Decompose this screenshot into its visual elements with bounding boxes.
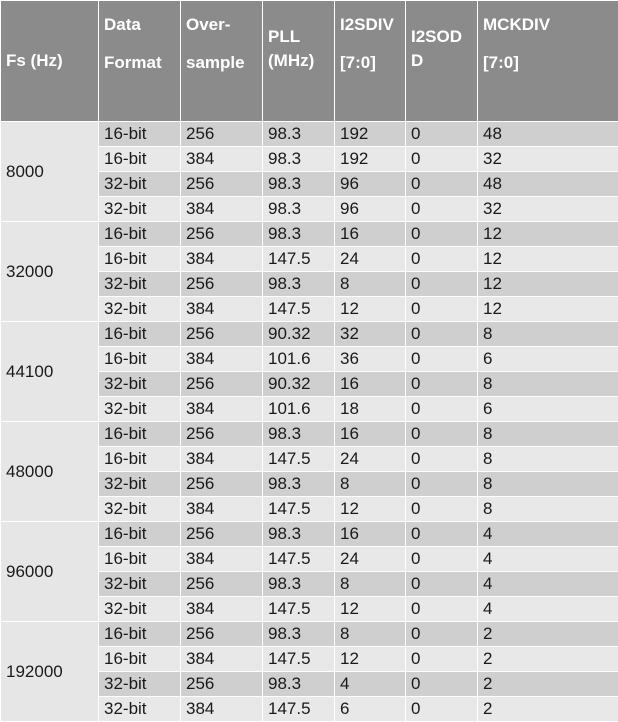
i2sdiv-cell: 4 <box>335 672 406 697</box>
i2sdiv-cell: 24 <box>335 247 406 272</box>
header-data-format <box>99 1 181 122</box>
mckdiv-cell: 8 <box>478 372 618 397</box>
i2sdiv-cell: 6 <box>335 697 406 722</box>
pll-cell: 98.3 <box>263 222 335 247</box>
i2sodd-cell: 0 <box>406 222 478 247</box>
data-format-cell: 16-bit <box>99 547 181 572</box>
pll-cell: 98.3 <box>263 422 335 447</box>
mckdiv-cell: 8 <box>478 422 618 447</box>
pll-cell: 101.6 <box>263 397 335 422</box>
pll-cell: 98.3 <box>263 147 335 172</box>
oversample-cell: 256 <box>181 472 263 497</box>
i2sodd-cell: 0 <box>406 597 478 622</box>
header-data-format-line1: Data <box>104 15 141 34</box>
mckdiv-cell: 32 <box>478 197 618 222</box>
i2sodd-cell: 0 <box>406 122 478 147</box>
header-row <box>1 1 618 122</box>
i2sdiv-cell: 96 <box>335 197 406 222</box>
header-pll <box>263 1 335 122</box>
oversample-cell: 384 <box>181 597 263 622</box>
pll-cell: 90.32 <box>263 372 335 397</box>
i2sodd-cell: 0 <box>406 472 478 497</box>
oversample-cell: 384 <box>181 497 263 522</box>
i2sdiv-cell: 24 <box>335 447 406 472</box>
i2sdiv-cell: 16 <box>335 222 406 247</box>
i2sodd-cell: 0 <box>406 622 478 647</box>
pll-cell: 98.3 <box>263 572 335 597</box>
header-i2sodd-line1: I2SOD <box>411 27 462 46</box>
pll-cell: 147.5 <box>263 497 335 522</box>
header-oversample-line1: Over- <box>186 15 230 34</box>
table-row <box>1 322 618 347</box>
oversample-cell: 384 <box>181 547 263 572</box>
i2sodd-cell: 0 <box>406 697 478 722</box>
i2sdiv-cell: 12 <box>335 647 406 672</box>
oversample-cell: 384 <box>181 247 263 272</box>
mckdiv-cell: 6 <box>478 397 618 422</box>
header-i2sodd-line2: D <box>411 51 423 70</box>
mckdiv-cell: 32 <box>478 147 618 172</box>
data-format-cell: 32-bit <box>99 197 181 222</box>
pll-cell: 147.5 <box>263 447 335 472</box>
i2sdiv-cell: 8 <box>335 472 406 497</box>
table-row <box>1 522 618 547</box>
header-data-format-line2: Format <box>104 53 162 72</box>
mckdiv-cell: 4 <box>478 522 618 547</box>
i2sodd-cell: 0 <box>406 572 478 597</box>
fs-value-cell: 192000 <box>1 622 99 722</box>
oversample-cell: 384 <box>181 297 263 322</box>
header-mckdiv-line2: [7:0] <box>483 53 519 72</box>
table-row <box>1 122 618 147</box>
mckdiv-cell: 2 <box>478 647 618 672</box>
pll-cell: 98.3 <box>263 197 335 222</box>
table-row <box>1 422 618 447</box>
i2sodd-cell: 0 <box>406 522 478 547</box>
header-i2sdiv-line1: I2SDIV <box>340 15 394 34</box>
oversample-cell: 384 <box>181 347 263 372</box>
data-format-cell: 16-bit <box>99 147 181 172</box>
fs-value-cell: 48000 <box>1 422 99 522</box>
i2sdiv-cell: 96 <box>335 172 406 197</box>
oversample-cell: 256 <box>181 122 263 147</box>
pll-cell: 90.32 <box>263 322 335 347</box>
data-format-cell: 32-bit <box>99 472 181 497</box>
i2sdiv-cell: 16 <box>335 422 406 447</box>
oversample-cell: 256 <box>181 672 263 697</box>
oversample-cell: 384 <box>181 147 263 172</box>
mckdiv-cell: 48 <box>478 172 618 197</box>
i2sodd-cell: 0 <box>406 547 478 572</box>
i2sdiv-cell: 12 <box>335 497 406 522</box>
pll-cell: 147.5 <box>263 297 335 322</box>
i2sodd-cell: 0 <box>406 497 478 522</box>
data-format-cell: 32-bit <box>99 372 181 397</box>
i2sodd-cell: 0 <box>406 422 478 447</box>
mckdiv-cell: 8 <box>478 322 618 347</box>
mckdiv-cell: 8 <box>478 472 618 497</box>
i2sdiv-cell: 192 <box>335 122 406 147</box>
i2sdiv-cell: 12 <box>335 597 406 622</box>
i2sodd-cell: 0 <box>406 322 478 347</box>
mckdiv-cell: 6 <box>478 347 618 372</box>
oversample-cell: 256 <box>181 572 263 597</box>
oversample-cell: 384 <box>181 197 263 222</box>
oversample-cell: 256 <box>181 422 263 447</box>
oversample-cell: 256 <box>181 322 263 347</box>
data-format-cell: 32-bit <box>99 172 181 197</box>
i2sdiv-cell: 8 <box>335 572 406 597</box>
table-body <box>1 122 618 722</box>
i2sdiv-cell: 192 <box>335 147 406 172</box>
header-pll-line1: PLL <box>268 27 300 46</box>
fs-value-cell: 96000 <box>1 522 99 622</box>
mckdiv-cell: 12 <box>478 247 618 272</box>
header-fs: Fs (Hz) <box>1 1 99 122</box>
data-format-cell: 16-bit <box>99 122 181 147</box>
data-format-cell: 32-bit <box>99 272 181 297</box>
mckdiv-cell: 48 <box>478 122 618 147</box>
pll-cell: 147.5 <box>263 647 335 672</box>
data-format-cell: 16-bit <box>99 622 181 647</box>
table-row <box>1 222 618 247</box>
i2sdiv-cell: 24 <box>335 547 406 572</box>
mckdiv-cell: 2 <box>478 697 618 722</box>
table-row <box>1 622 618 647</box>
pll-cell: 147.5 <box>263 547 335 572</box>
oversample-cell: 384 <box>181 647 263 672</box>
i2sdiv-cell: 8 <box>335 622 406 647</box>
mckdiv-cell: 8 <box>478 447 618 472</box>
data-format-cell: 16-bit <box>99 347 181 372</box>
i2sodd-cell: 0 <box>406 672 478 697</box>
i2sdiv-cell: 8 <box>335 272 406 297</box>
fs-value-cell: 44100 <box>1 322 99 422</box>
data-format-cell: 32-bit <box>99 397 181 422</box>
data-format-cell: 32-bit <box>99 697 181 722</box>
header-mckdiv-line1: MCKDIV <box>483 15 550 34</box>
data-format-cell: 16-bit <box>99 222 181 247</box>
data-format-cell: 16-bit <box>99 447 181 472</box>
i2sodd-cell: 0 <box>406 372 478 397</box>
mckdiv-cell: 4 <box>478 597 618 622</box>
header-i2sdiv-line2: [7:0] <box>340 53 376 72</box>
mckdiv-cell: 4 <box>478 547 618 572</box>
data-format-cell: 16-bit <box>99 247 181 272</box>
i2sdiv-cell: 16 <box>335 372 406 397</box>
data-format-cell: 32-bit <box>99 672 181 697</box>
oversample-cell: 256 <box>181 172 263 197</box>
pll-cell: 147.5 <box>263 597 335 622</box>
i2sodd-cell: 0 <box>406 647 478 672</box>
i2sodd-cell: 0 <box>406 397 478 422</box>
oversample-cell: 256 <box>181 622 263 647</box>
header-i2sodd <box>406 1 478 122</box>
data-format-cell: 32-bit <box>99 297 181 322</box>
header-pll-line2: (MHz) <box>268 51 314 70</box>
i2sodd-cell: 0 <box>406 147 478 172</box>
pll-cell: 147.5 <box>263 697 335 722</box>
header-i2sdiv <box>335 1 406 122</box>
i2sdiv-cell: 18 <box>335 397 406 422</box>
fs-value-cell: 8000 <box>1 122 99 222</box>
i2sdiv-cell: 12 <box>335 297 406 322</box>
pll-cell: 98.3 <box>263 522 335 547</box>
mckdiv-cell: 2 <box>478 622 618 647</box>
i2sodd-cell: 0 <box>406 297 478 322</box>
mckdiv-cell: 8 <box>478 497 618 522</box>
pll-cell: 98.3 <box>263 272 335 297</box>
data-format-cell: 32-bit <box>99 597 181 622</box>
pll-cell: 98.3 <box>263 122 335 147</box>
mckdiv-cell: 12 <box>478 222 618 247</box>
i2sodd-cell: 0 <box>406 247 478 272</box>
pll-cell: 98.3 <box>263 672 335 697</box>
data-format-cell: 32-bit <box>99 497 181 522</box>
i2sdiv-cell: 32 <box>335 322 406 347</box>
pll-cell: 98.3 <box>263 172 335 197</box>
data-format-cell: 16-bit <box>99 522 181 547</box>
i2sodd-cell: 0 <box>406 447 478 472</box>
i2sodd-cell: 0 <box>406 197 478 222</box>
mckdiv-cell: 4 <box>478 572 618 597</box>
header-oversample-line2: sample <box>186 53 245 72</box>
mckdiv-cell: 12 <box>478 272 618 297</box>
i2sdiv-cell: 36 <box>335 347 406 372</box>
oversample-cell: 256 <box>181 372 263 397</box>
i2sodd-cell: 0 <box>406 172 478 197</box>
data-format-cell: 16-bit <box>99 422 181 447</box>
oversample-cell: 384 <box>181 447 263 472</box>
pll-cell: 147.5 <box>263 247 335 272</box>
i2sodd-cell: 0 <box>406 272 478 297</box>
data-format-cell: 32-bit <box>99 572 181 597</box>
data-format-cell: 16-bit <box>99 647 181 672</box>
fs-value-cell: 32000 <box>1 222 99 322</box>
oversample-cell: 256 <box>181 222 263 247</box>
header-mckdiv <box>478 1 618 122</box>
oversample-cell: 256 <box>181 522 263 547</box>
pll-cell: 98.3 <box>263 622 335 647</box>
header-oversample <box>181 1 263 122</box>
pll-cell: 98.3 <box>263 472 335 497</box>
i2sdiv-cell: 16 <box>335 522 406 547</box>
data-format-cell: 16-bit <box>99 322 181 347</box>
oversample-cell: 256 <box>181 272 263 297</box>
mckdiv-cell: 12 <box>478 297 618 322</box>
oversample-cell: 384 <box>181 697 263 722</box>
mckdiv-cell: 2 <box>478 672 618 697</box>
pll-cell: 101.6 <box>263 347 335 372</box>
i2sodd-cell: 0 <box>406 347 478 372</box>
oversample-cell: 384 <box>181 397 263 422</box>
